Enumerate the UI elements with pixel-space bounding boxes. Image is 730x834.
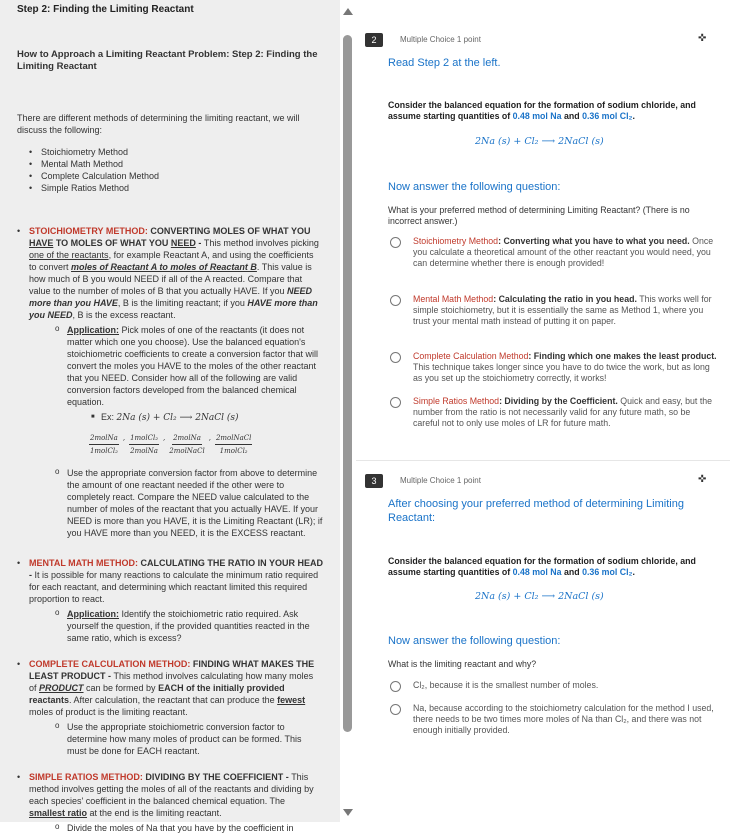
question-prompt: After choosing your preferred method of determining Limiting Reactant: [388, 498, 684, 524]
questions-pane [356, 0, 730, 822]
question-type: Multiple Choice 1 point [400, 35, 481, 44]
list-item: • Complete Calculation Method [29, 170, 323, 182]
list-item: • Stoichiometry Method [29, 146, 323, 158]
stoichiometry-method-section: • STOICHIOMETRY METHOD: CONVERTING MOLES OF WHAT YOU HAVE TO MOLES OF WHAT YOU NEED - This method involves picking one of the reactants, for example Reactant A, and using the coefficients to convert moles of Reactant A to moles of Reactant B. This value is how much of B you would NEED if all of the A reacted. Compare that value to the number of moles of B that you actually HAVE. If you NEED more than you HAVE, B is the limiting reactant; if you HAVE more than you NEED, B is the excess reactant. o Application: Pick moles of one of the reactants (it does not matter which one you choose). Use the balanced equation's stoichiometric coefficients to create a conversion factor that will convert the moles you HAVE to the moles of the other reactant that you NEED. Consider how all of the following are valid conversion factors developed from the balanced chemical equation. ■ Ex: 2Na (s) + Cl₂ ⟶ 2NaCl (s) $\frac{\text{2molNa}}{\text{1molCl₂}}$ , $\frac{\text{1molCl₂}}{\text{2molNa}}$ , $\frac{\text{2molNa}}{\text{2molNaCl}}$ , $\frac{\text{2molNaCl}}{\text{1molCl₂}}$ o Use the appropriate conversion factor from above to determine the amount of one reactant needed if the other were to completely react. Compare the NEED value calculated to the number of moles of the reactant that you actually HAVE. If your NEED is more than you HAVE, it is the Limiting Reactant (LR); if you HAVE more than you NEED, it is the EXCESS reactant. [17, 225, 323, 539]
page-title: Step 2: Finding the Limiting Reactant [17, 4, 194, 15]
balanced-equation: 2Na (s) + Cl₂ ⟶ 2NaCl (s) [475, 591, 604, 602]
conversion-factor: $\frac{\text{2molNa}}{\text{1molCl₂}}$ [89, 434, 118, 455]
instructions-pane [0, 0, 340, 833]
use-conversion-note: o Use the appropriate stoichiometric conversion factor to determine how many moles of product can be formed. This must be done for EACH reactant. [55, 721, 323, 757]
use-conversion-note: o Use the appropriate conversion factor from above to determine the amount of one reactant needed if the other were to completely react. Compare the NEED value calculated to the number of moles of the reactant that you actually HAVE. If your NEED is more than you HAVE, it is the Limiting Reactant (LR); if you HAVE more than you NEED, it is the EXCESS reactant. [55, 467, 323, 539]
intro-text: There are different methods of determining the limiting reactant, we will discuss the following: [17, 113, 300, 135]
answer-option[interactable]: Simple Ratios Method: Dividing by the Coefficient. Quick and easy, but the number from the ratio is not necessarily valid for any future math, so be careful not to only use moles of LR for future math. [388, 396, 718, 429]
answer-option[interactable]: Complete Calculation Method: Finding which one makes the least product. This technique takes longer since you have to do twice the work, but as long as you set up the stoichiometry correctly, it works! [388, 351, 718, 384]
question-context: Consider the balanced equation for the formation of sodium chloride, and assume starting quantities of 0.48 mol Na and 0.36 mol Cl₂. [388, 100, 696, 121]
question-context: Consider the balanced equation for the formation of sodium chloride, and assume starting quantities of 0.48 mol Na and 0.36 mol Cl₂. [388, 556, 696, 577]
list-item: • Mental Math Method [29, 158, 323, 170]
now-answer-heading: Now answer the following question: [388, 635, 561, 647]
question-number-badge: 2 [365, 33, 383, 47]
question-divider [356, 460, 730, 461]
application-note: o Application: Identify the stoichiometric ratio required. Ask yourself the question, if the provided quantities reacted in the same ratio, which is excess? [55, 608, 323, 644]
question-text: What is your preferred method of determining Limiting Reactant? (There is no incorrect answer.) [388, 205, 690, 226]
scrollbar-thumb[interactable] [343, 35, 352, 732]
mental-math-method-section: • MENTAL MATH METHOD: CALCULATING THE RATIO IN YOUR HEAD - It is possible for many reactions to calculate the minimum ratio required for each reactant, and determining which reactant limited this required proportion to react. o Application: Identify the stoichiometric ratio required. Ask yourself the question, if the provided quantities reacted in the same ratio, which is excess? [17, 557, 323, 644]
example-equation: ■ Ex: 2Na (s) + Cl₂ ⟶ 2NaCl (s) [91, 411, 323, 424]
methods-list [17, 146, 323, 194]
list-item: • Simple Ratios Method [29, 182, 323, 194]
radio-button[interactable] [390, 237, 401, 248]
section-title: How to Approach a Limiting Reactant Problem: Step 2: Finding the Limiting Reactant [17, 49, 318, 72]
radio-button[interactable] [390, 681, 401, 692]
simple-ratios-method-section: • SIMPLE RATIOS METHOD: DIVIDING BY THE COEFFICIENT - This method involves getting the moles of all of the reactants and dividing by each species' coefficient in the balanced chemical equation. The smallest ratio at the end is the limiting reactant. o Divide the moles of Na that you have by the coefficient in [17, 771, 323, 834]
balanced-equation: 2Na (s) + Cl₂ ⟶ 2NaCl (s) [475, 136, 604, 147]
pin-icon[interactable]: ✜ [698, 33, 707, 44]
radio-button[interactable] [390, 295, 401, 306]
scroll-down-arrow-icon[interactable] [343, 809, 353, 816]
question-number-badge: 3 [365, 474, 383, 488]
answer-option[interactable]: Stoichiometry Method: Converting what you have to what you need. Once you calculate a theoretical amount of the other reactant you would need, you can determine whether there is enough provided! [388, 236, 718, 269]
conversion-factors: $\frac{\text{2molNa}}{\text{1molCl₂}}$ , $\frac{\text{1molCl₂}}{\text{2molNa}}$ , $\frac{\text{2molNa}}{\text{2molNaCl}}$ , $\frac{\text{2molNaCl}}{\text{1molCl₂}}$ [89, 434, 252, 455]
complete-calculation-method-section: • COMPLETE CALCULATION METHOD: FINDING WHAT MAKES THE LEAST PRODUCT - This method involves calculating how many moles of PRODUCT can be formed by EACH of the initially provided reactants. After calculation, the reactant that can produce the fewest moles of product is the limiting reactant. o Use the appropriate stoichiometric conversion factor to determine how many moles of product can be formed. This must be done for EACH reactant. [17, 658, 323, 757]
scrollbar[interactable] [340, 0, 356, 822]
scroll-up-arrow-icon[interactable] [343, 8, 353, 15]
answer-option[interactable]: Cl₂, because it is the smallest number of moles. [388, 680, 718, 691]
question-prompt: Read Step 2 at the left. [388, 57, 501, 69]
radio-button[interactable] [390, 704, 401, 715]
conversion-factor: $\frac{\text{2molNaCl}}{\text{1molCl₂}}$ [215, 434, 252, 455]
radio-button[interactable] [390, 352, 401, 363]
pin-icon[interactable]: ✜ [698, 474, 707, 485]
conversion-factor: $\frac{\text{1molCl₂}}{\text{2molNa}}$ [130, 434, 159, 455]
now-answer-heading: Now answer the following question: [388, 181, 561, 193]
answer-option[interactable]: Mental Math Method: Calculating the ratio in you head. This works well for simple stoichiometry, but it is essentially the same as Method 1, where you trust your mental math instead of putting it on paper. [388, 294, 718, 327]
conversion-factor: $\frac{\text{2molNa}}{\text{2molNaCl}}$ [169, 434, 205, 455]
divide-note: o Divide the moles of Na that you have by the coefficient in [55, 822, 323, 834]
radio-button[interactable] [390, 397, 401, 408]
answer-option[interactable]: Na, because according to the stoichiometry calculation for the method I used, there needs to be two times more moles of Na than Cl₂, and there was not enough initially provided. [388, 703, 718, 736]
question-text: What is the limiting reactant and why? [388, 659, 537, 669]
question-type: Multiple Choice 1 point [400, 476, 481, 485]
application-note: o Application: Pick moles of one of the reactants (it does not matter which one you choose). Use the balanced equation's stoichiometric coefficients to create a conversion factor that will convert the moles you HAVE to the moles of the other reactant that you NEED. Consider how all of the following are valid conversion factors developed from the balanced chemical equation. ■ Ex: 2Na (s) + Cl₂ ⟶ 2NaCl (s) [55, 324, 323, 424]
